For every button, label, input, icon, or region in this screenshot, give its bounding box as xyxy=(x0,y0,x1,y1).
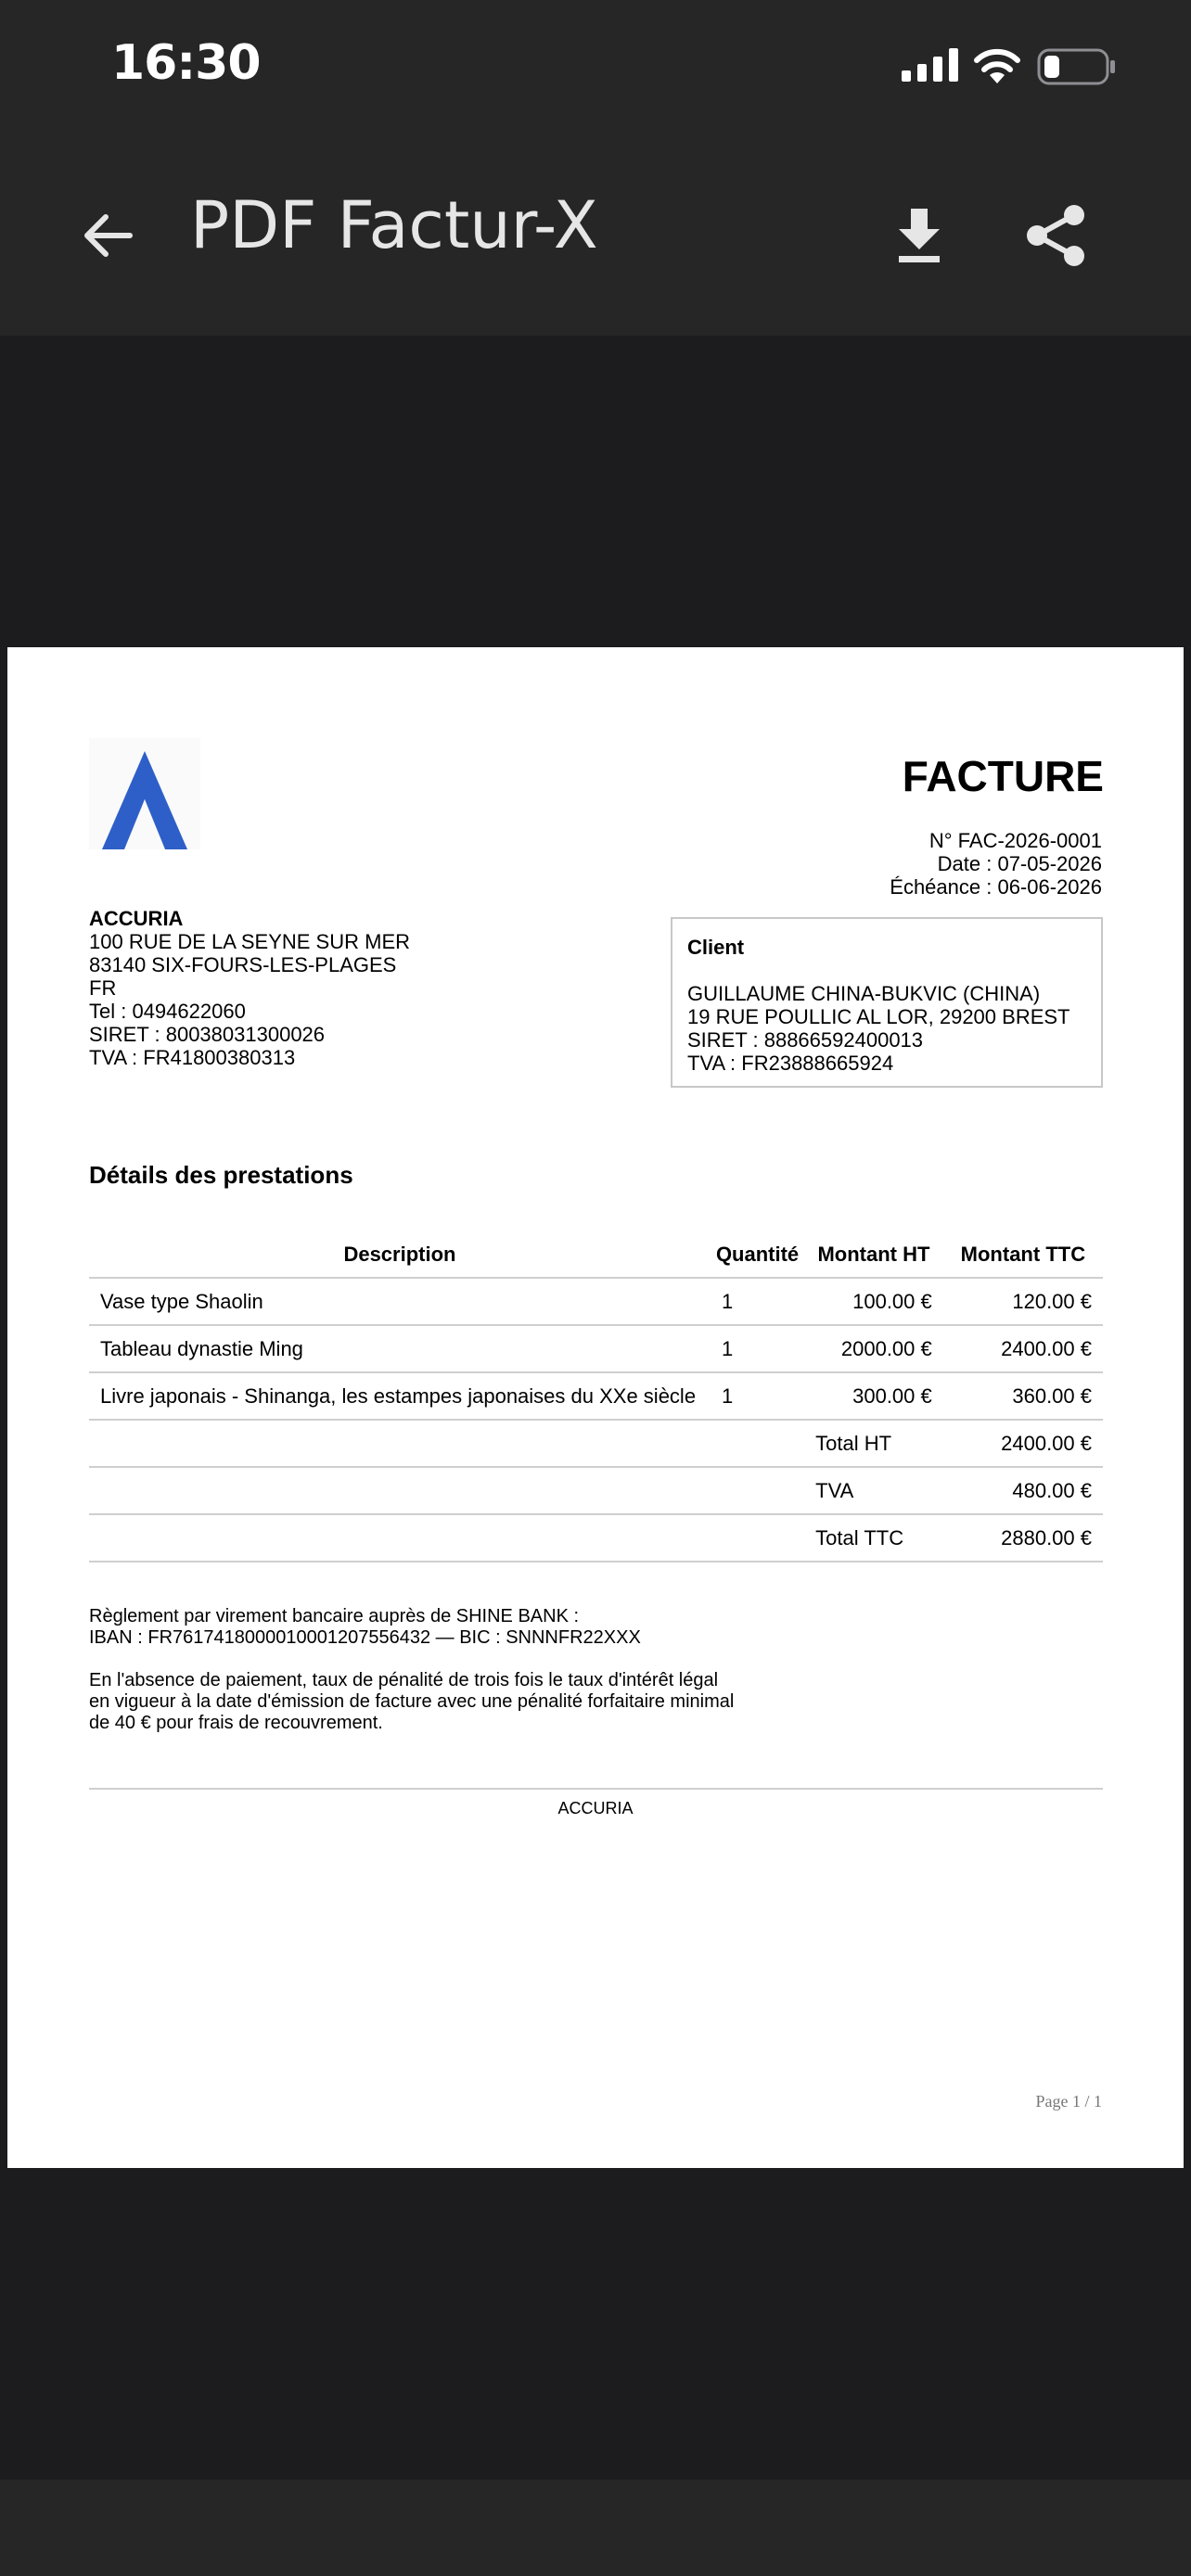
client-line: SIRET : 88866592400013 xyxy=(687,1028,924,1052)
amount-ht-cell: 2000.00 € xyxy=(804,1325,943,1372)
seller-line: FR xyxy=(89,976,117,1000)
penalty-line: de 40 € pour frais de recouvrement. xyxy=(89,1713,383,1733)
invoice-date: Date : 07-05-2026 xyxy=(937,852,1102,875)
amount-ttc-cell: 120.00 € xyxy=(943,1278,1103,1325)
total-label: Total TTC xyxy=(804,1514,943,1562)
battery-icon xyxy=(1037,48,1117,85)
description-cell: Tableau dynastie Ming xyxy=(89,1325,711,1372)
client-line: GUILLAUME CHINA-BUKVIC (CHINA) xyxy=(687,982,1041,1005)
seller-line: 83140 SIX-FOURS-LES-PLAGES xyxy=(89,953,397,976)
status-time: 16:30 xyxy=(111,35,261,91)
table-row xyxy=(89,1372,1103,1420)
amount-ht-cell: 300.00 € xyxy=(804,1372,943,1420)
total-value: 2880.00 € xyxy=(943,1514,1103,1562)
total-row xyxy=(89,1467,1103,1514)
description-cell: Vase type Shaolin xyxy=(89,1278,711,1325)
status-bar xyxy=(0,0,1191,121)
seller-address xyxy=(89,907,410,1069)
table-header-row xyxy=(89,1231,1103,1278)
pdf-page xyxy=(7,647,1184,2168)
download-icon xyxy=(897,209,941,262)
download-button[interactable] xyxy=(886,198,953,273)
total-row xyxy=(89,1514,1103,1562)
seller-name: ACCURIA xyxy=(89,907,184,930)
client-label: Client xyxy=(687,936,745,959)
seller-line: Tel : 0494622060 xyxy=(89,1000,246,1023)
quantity-cell: 1 xyxy=(711,1325,804,1372)
section-title: Détails des prestations xyxy=(89,1161,353,1189)
penalty-line: en vigueur à la date d'émission de facture avec une pénalité forfaitaire minimal xyxy=(89,1691,735,1712)
payment-terms xyxy=(89,1606,734,1755)
share-icon xyxy=(1026,204,1085,267)
client-line: 19 RUE POULLIC AL LOR, 29200 BREST xyxy=(687,1005,1070,1028)
payment-line: IBAN : FR7617418000010001207556432 — BIC : SNNNFR22XXX xyxy=(89,1627,641,1648)
table-row xyxy=(89,1325,1103,1372)
empty-cell xyxy=(711,1514,804,1562)
empty-cell xyxy=(89,1420,711,1467)
invoice-due-date: Échéance : 06-06-2026 xyxy=(890,875,1102,899)
total-label: Total HT xyxy=(804,1420,943,1467)
penalty-line: En l'absence de paiement, taux de pénalité de trois fois le taux d'intérêt légal xyxy=(89,1670,719,1690)
empty-cell xyxy=(89,1467,711,1514)
services-table xyxy=(89,1231,1103,1562)
invoice-number: N° FAC-2026-0001 xyxy=(928,829,1102,852)
invoice-heading: FACTURE xyxy=(902,752,1104,800)
cellular-signal-icon xyxy=(902,48,959,82)
company-logo-icon xyxy=(89,738,200,849)
wifi-icon xyxy=(972,45,1022,83)
seller-line: SIRET : 80038031300026 xyxy=(89,1023,326,1046)
total-label: TVA xyxy=(804,1467,943,1514)
quantity-cell: 1 xyxy=(711,1278,804,1325)
column-header: Montant TTC xyxy=(943,1231,1103,1278)
seller-line: TVA : FR41800380313 xyxy=(89,1046,296,1069)
empty-cell xyxy=(711,1420,804,1467)
footer-company-name: ACCURIA xyxy=(557,1799,634,1817)
quantity-cell: 1 xyxy=(711,1372,804,1420)
column-header: Description xyxy=(89,1231,711,1278)
bottom-bar xyxy=(0,2480,1191,2576)
column-header: Montant HT xyxy=(804,1231,943,1278)
description-cell: Livre japonais - Shinanga, les estampes japonaises du XXe siècle xyxy=(89,1372,711,1420)
column-header: Quantité xyxy=(711,1231,804,1278)
invoice-meta xyxy=(890,829,1102,899)
total-value: 480.00 € xyxy=(943,1467,1103,1514)
amount-ttc-cell: 2400.00 € xyxy=(943,1325,1103,1372)
back-button[interactable] xyxy=(74,202,141,269)
total-row xyxy=(89,1420,1103,1467)
empty-cell xyxy=(711,1467,804,1514)
total-value: 2400.00 € xyxy=(943,1420,1103,1467)
client-line: TVA : FR23888665924 xyxy=(687,1052,894,1075)
seller-line: 100 RUE DE LA SEYNE SUR MER xyxy=(89,930,411,953)
client-box xyxy=(671,917,1103,1088)
payment-line: Règlement par virement bancaire auprès de SHINE BANK : xyxy=(89,1606,580,1626)
screen-title: PDF Factur-X xyxy=(190,187,598,263)
amount-ttc-cell: 360.00 € xyxy=(943,1372,1103,1420)
app-bar xyxy=(0,121,1191,336)
amount-ht-cell: 100.00 € xyxy=(804,1278,943,1325)
empty-cell xyxy=(89,1514,711,1562)
share-button[interactable] xyxy=(1018,198,1093,273)
arrow-left-icon xyxy=(82,212,134,259)
table-row xyxy=(89,1278,1103,1325)
footer-divider xyxy=(89,1788,1103,1790)
page-number: Page 1 / 1 xyxy=(1035,2092,1102,2111)
